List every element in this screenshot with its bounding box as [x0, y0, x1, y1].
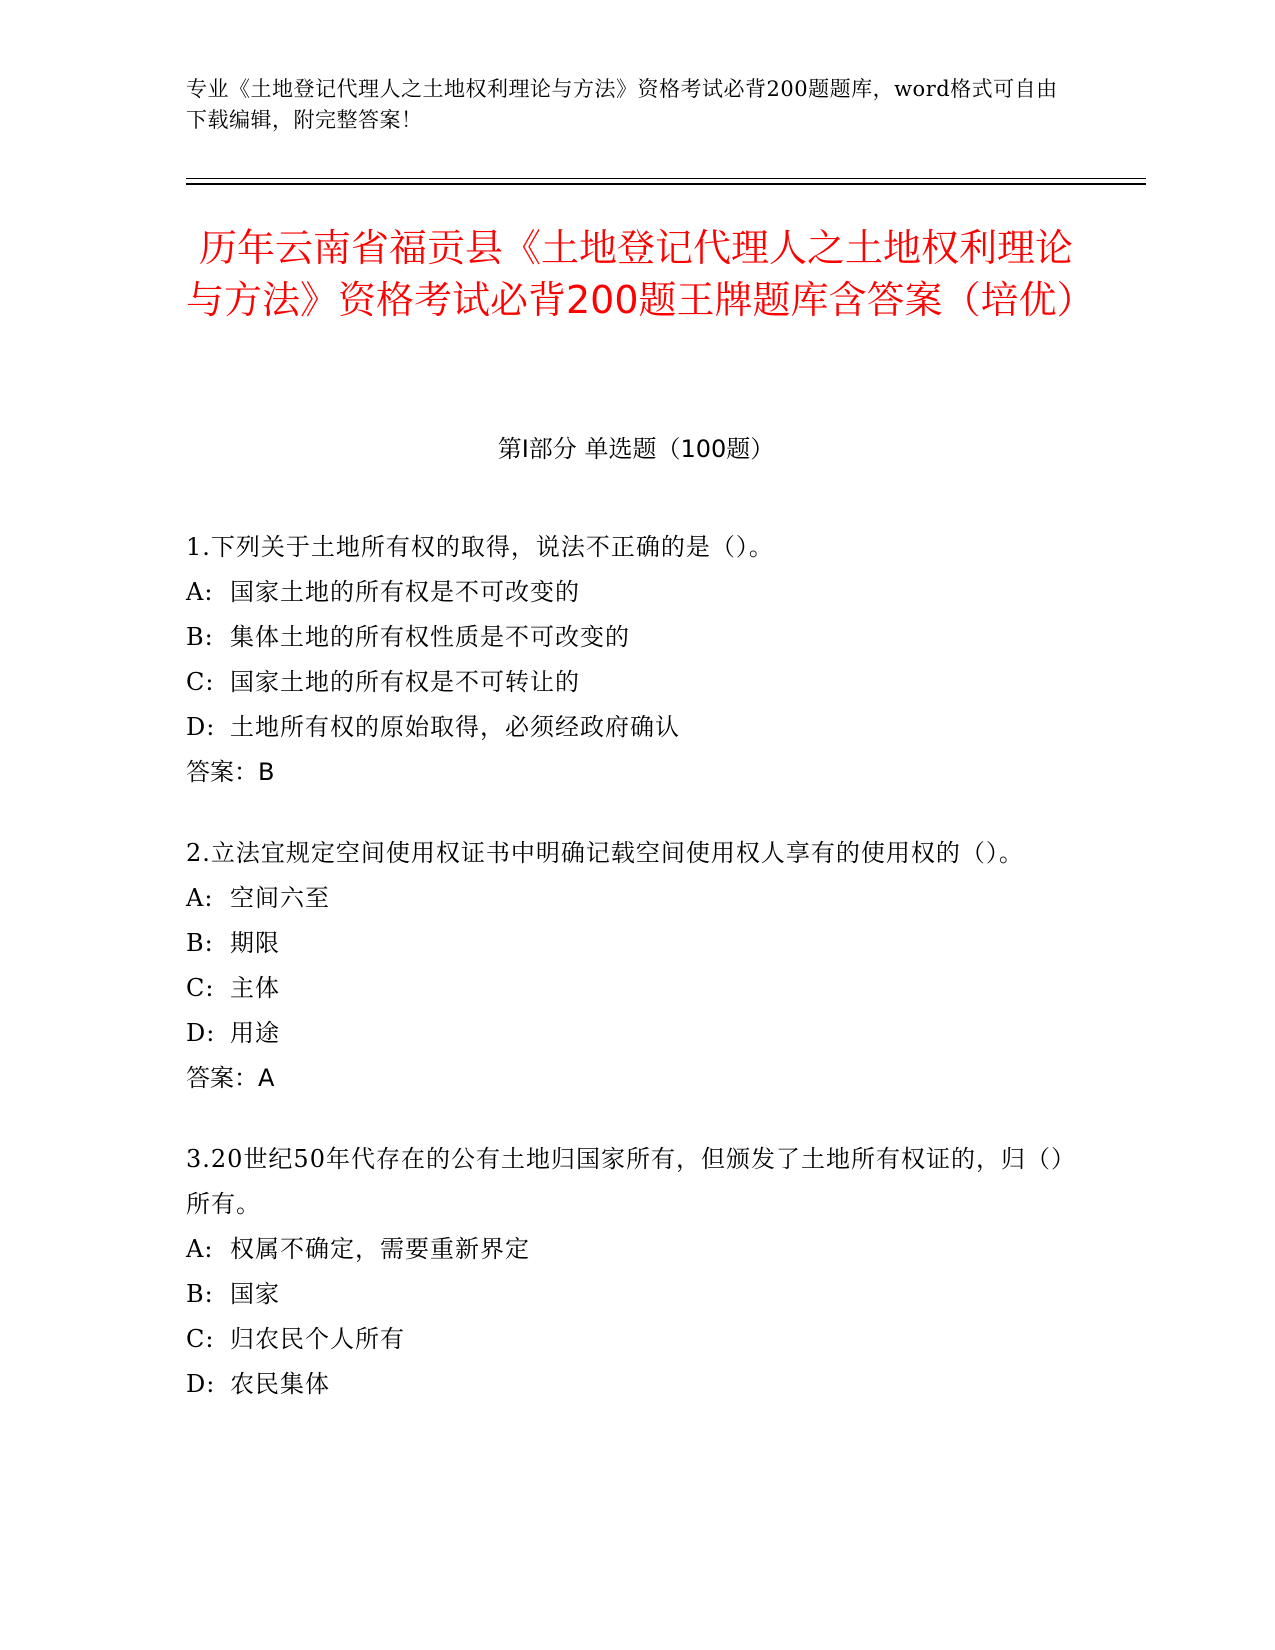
- option-text: 空间六至: [230, 884, 330, 912]
- answer-line: 答案：B: [186, 758, 275, 786]
- option-text: 期限: [230, 929, 280, 957]
- option-text: 国家: [230, 1280, 280, 1308]
- header-rule-thick: [186, 183, 1146, 185]
- option-letter: C:: [186, 1325, 215, 1353]
- option-d: [186, 705, 1086, 750]
- option-b: [186, 615, 1086, 660]
- option-b: [186, 921, 1086, 966]
- option-a: [186, 570, 1086, 615]
- section-title: 第Ⅰ部分 单选题（100题）: [497, 435, 775, 463]
- option-letter: A:: [186, 1235, 214, 1263]
- question-stem: 2.立法宜规定空间使用权证书中明确记载空间使用权人享有的使用权的（）。: [186, 839, 1024, 867]
- option-text: 权属不确定，需要重新界定: [230, 1235, 530, 1263]
- option-b: [186, 1272, 1086, 1317]
- option-d: [186, 1362, 1086, 1407]
- option-c: [186, 660, 1086, 705]
- option-letter: D:: [186, 713, 216, 741]
- option-text: 国家土地的所有权是不可改变的: [230, 578, 580, 606]
- question-2: [186, 831, 1086, 1101]
- option-letter: B:: [186, 929, 214, 957]
- option-d: [186, 1011, 1086, 1056]
- answer-line: 答案：A: [186, 1064, 275, 1092]
- option-text: 集体土地的所有权性质是不可改变的: [230, 623, 630, 651]
- document-title: 历年云南省福贡县《土地登记代理人之土地权利理论与方法》资格考试必背200题王牌题库含答案（培优）: [186, 226, 1095, 322]
- option-a: [186, 876, 1086, 921]
- option-letter: D:: [186, 1019, 216, 1047]
- question-3: [186, 1137, 1086, 1407]
- header-note: 专业《土地登记代理人之土地权利理论与方法》资格考试必背200题题库，word格式可自由下载编辑，附完整答案！: [186, 77, 1058, 132]
- option-c: [186, 966, 1086, 1011]
- option-letter: A:: [186, 578, 214, 606]
- header-rule-thin: [186, 178, 1146, 179]
- question-1: [186, 525, 1086, 795]
- option-letter: B:: [186, 1280, 214, 1308]
- question-list: [186, 525, 1086, 1443]
- option-text: 国家土地的所有权是不可转让的: [230, 668, 580, 696]
- option-letter: C:: [186, 974, 215, 1002]
- option-letter: D:: [186, 1370, 216, 1398]
- option-text: 主体: [230, 974, 280, 1002]
- option-text: 农民集体: [230, 1370, 330, 1398]
- option-text: 归农民个人所有: [230, 1325, 405, 1353]
- question-stem: 1.下列关于土地所有权的取得，说法不正确的是（）。: [186, 533, 774, 561]
- option-a: [186, 1227, 1086, 1272]
- option-text: 土地所有权的原始取得，必须经政府确认: [230, 713, 680, 741]
- option-c: [186, 1317, 1086, 1362]
- option-text: 用途: [230, 1019, 280, 1047]
- option-letter: A:: [186, 884, 214, 912]
- option-letter: B:: [186, 623, 214, 651]
- option-letter: C:: [186, 668, 215, 696]
- question-stem: 3.20世纪50年代存在的公有土地归国家所有，但颁发了土地所有权证的，归（）所有。: [186, 1145, 1076, 1218]
